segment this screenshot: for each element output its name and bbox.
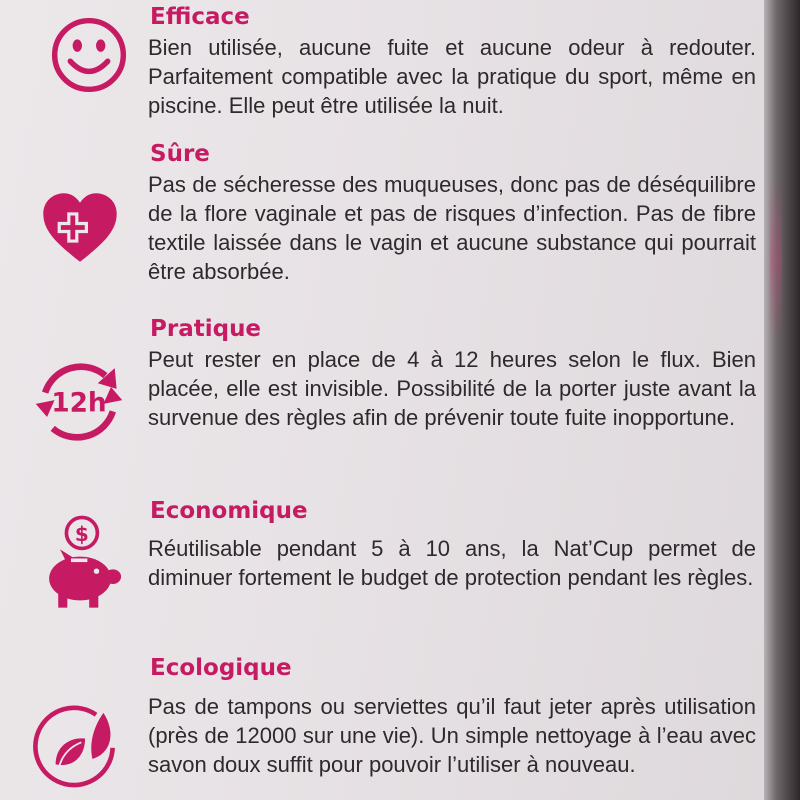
section-title: Economique bbox=[150, 498, 308, 524]
section-text: Pas de tampons ou serviettes qu’il faut jeter après utilisation (près de 12000 sur une vie). Un simple nettoyage à l’eau avec savon doux suffit pour pouvoir l’utiliser à nouveau. bbox=[148, 694, 756, 777]
section-title: Efficace bbox=[150, 4, 250, 30]
heart-cross-icon bbox=[40, 190, 120, 265]
section-text: Pas de sécheresse des muqueuses, donc pas de déséquilibre de la flore vaginale et pas de risques d’infection. Pas de fibre textile laissée dans le vagin et aucune substance qui pourrait être absorbée. bbox=[148, 172, 756, 284]
clock-12h-icon bbox=[32, 355, 126, 449]
section-text: Peut rester en place de 4 à 12 heures selon le flux. Bien placée, elle est invisible. Possibilité de la porter juste avant la survenue des règles afin de prévenir toute fuite inopportune. bbox=[148, 347, 756, 430]
smiley-icon bbox=[50, 16, 128, 94]
section-title: Ecologique bbox=[150, 655, 292, 681]
box-edge bbox=[764, 0, 800, 800]
section-title: Pratique bbox=[150, 316, 262, 342]
leaf-cycle-icon bbox=[28, 700, 120, 792]
piggy-bank-icon bbox=[40, 512, 122, 614]
section-text: Réutilisable pendant 5 à 10 ans, la Nat’Cup permet de diminuer fortement le budget de protection pendant les règles. bbox=[148, 536, 756, 590]
section-title: Sûre bbox=[150, 141, 210, 167]
dollar-symbol: $ bbox=[74, 522, 89, 547]
clock-label: 12h bbox=[51, 388, 107, 419]
box-edge-highlight bbox=[770, 180, 782, 340]
section-text: Bien utilisée, aucune fuite et aucune odeur à redouter. Parfaitement compatible avec la pratique du sport, même en piscine. Elle peut être utilisée la nuit. bbox=[148, 35, 756, 118]
